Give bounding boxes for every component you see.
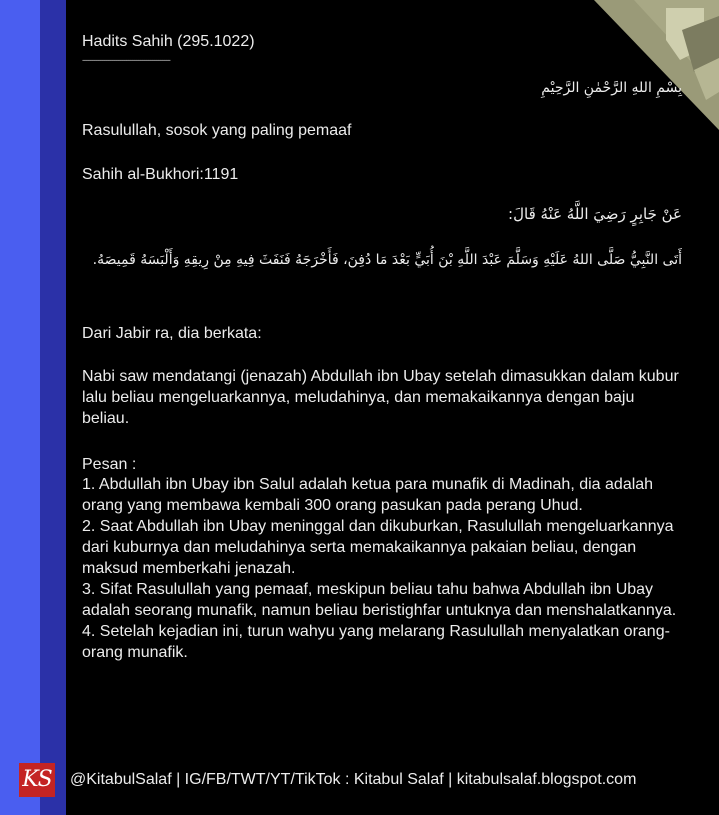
hadith-subtitle: Rasulullah, sosok yang paling pemaaf [82,122,352,139]
footer-social-text: @KitabulSalaf | IG/FB/TWT/YT/TikTok : Kitabul Salaf | kitabulsalaf.blogspot.com [70,771,637,788]
pesan-list [82,474,682,663]
pesan-item: 4. Setelah kejadian ini, turun wahyu yang melarang Rasulullah menyalatkan orang-orang munafik. [82,623,670,661]
basmala: بِسْمِ اللهِ الرَّحْمٰنِ الرَّحِيْمِ [541,80,682,96]
corner-book-decoration [594,0,719,130]
title-underline: -------------------------------------------- [82,55,170,65]
kitabul-salaf-logo: KS [19,763,55,797]
hadith-translation: Nabi saw mendatangi (jenazah) Abdullah ibn Ubay setelah dimasukkan dalam kubur lalu beliau mengeluarkannya, meludahinya, dan memakaikannya dengan baju beliau. [82,368,679,427]
pesan-item: 3. Sifat Rasulullah yang pemaaf, meskipun beliau tahu bahwa Abdullah ibn Ubay adalah seorang munafik, namun beliau beristighfar untuknya dan menshalatkannya. [82,581,677,619]
narrator-arabic: عَنْ جَابِرٍ رَضِيَ اللَّهُ عَنْهُ قَالَ: [508,205,682,223]
left-accent-bar [0,0,40,815]
hadith-arabic-text: أَتَى النَّبِيُّ صَلَّى اللهُ عَلَيْهِ وَسَلَّمَ عَبْدَ اللَّهِ بْنَ أُبَيٍّ بَعْدَ مَا دُفِنَ، فَأَخْرَجَهُ فَنَفَثَ فِيهِ مِنْ رِيقِهِ وَأَلْبَسَهُ قَمِيصَهُ. [92,252,682,268]
pesan-heading: Pesan : [82,456,137,473]
hadith-source: Sahih al-Bukhori:1191 [82,166,239,183]
narrator-indonesian: Dari Jabir ra, dia berkata: [82,325,262,342]
pesan-item: 2. Saat Abdullah ibn Ubay meninggal dan dikuburkan, Rasulullah mengeluarkannya dari kuburnya dan meludahinya serta memakaikannya pakaian beliau, dengan maksud memberkahi jenazah. [82,518,674,577]
document-title: Hadits Sahih (295.1022) [82,33,255,50]
pesan-item: 1. Abdullah ibn Ubay ibn Salul adalah ketua para munafik di Madinah, dia adalah orang yang membawa kembali 300 orang pasukan pada perang Uhud. [82,476,654,514]
left-accent-bar-shadow [40,0,66,815]
